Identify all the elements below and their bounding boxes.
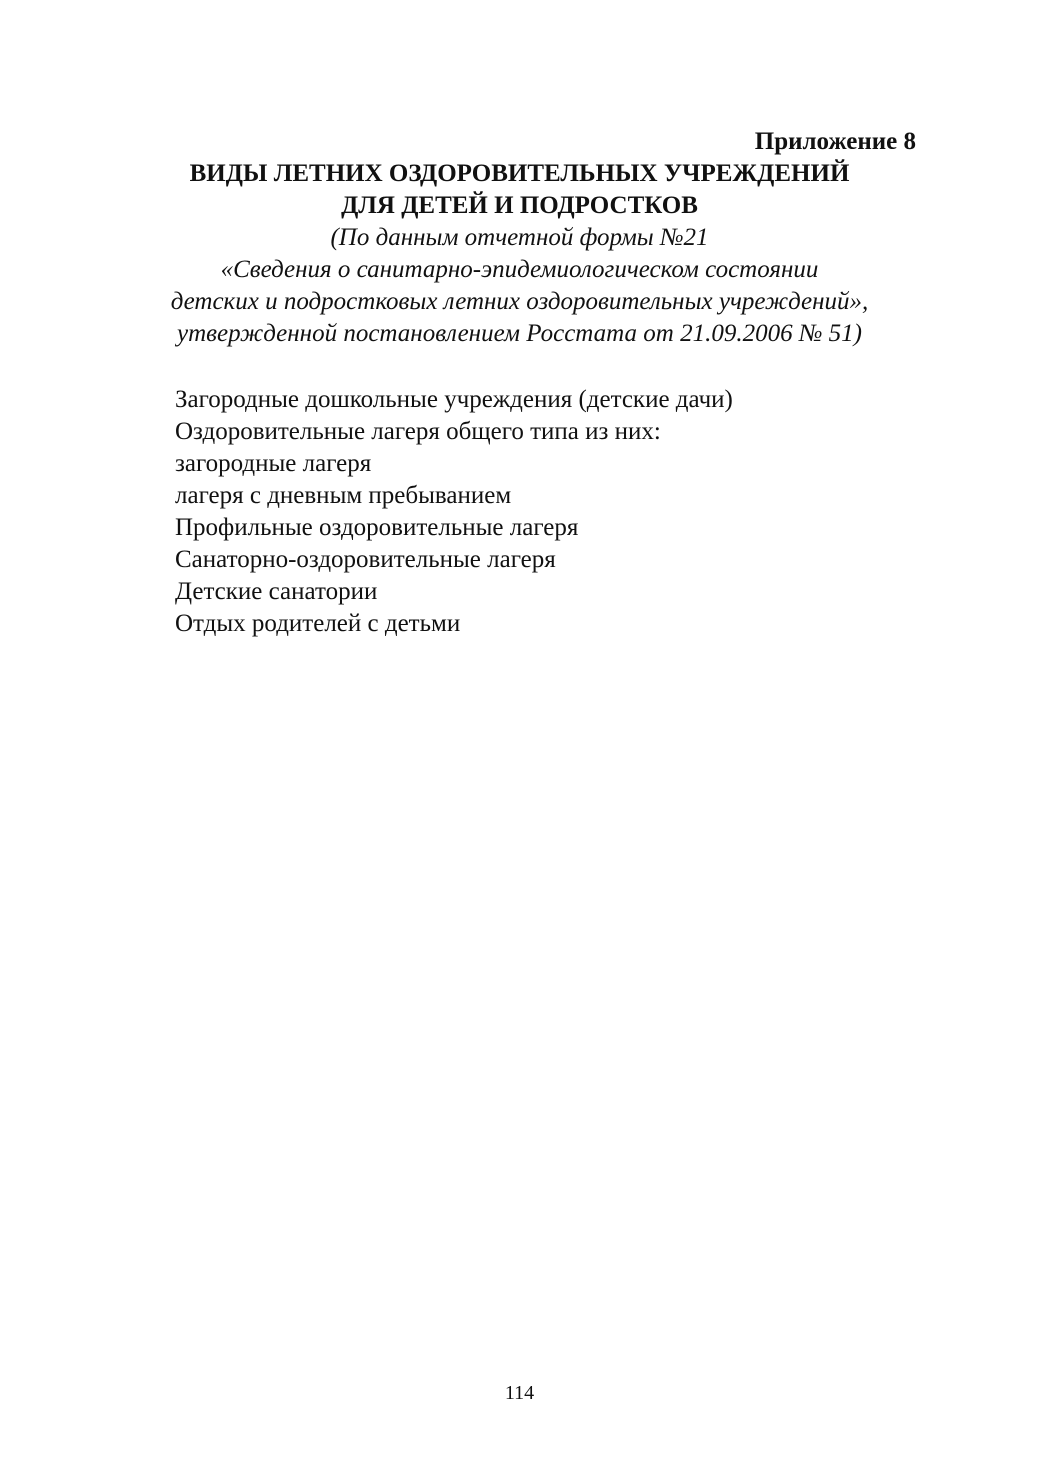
title-block [0,158,1039,350]
list-item: Санаторно-оздоровительные лагеря [175,546,556,573]
title-line-2: ДЛЯ ДЕТЕЙ И ПОДРОСТКОВ [341,192,698,219]
appendix-label: Приложение 8 [754,128,916,155]
institution-types-list [175,384,733,640]
list-item: Детские санатории [175,578,378,605]
subtitle-line-1: (По данным отчетной формы №21 [330,224,709,251]
list-item: Оздоровительные лагеря общего типа из них: [175,418,661,445]
list-item: Загородные дошкольные учреждения (детские дачи) [175,386,733,413]
list-item: Отдых родителей с детьми [175,610,461,637]
subtitle-line-3: детских и подростковых летних оздоровительных учреждений», [170,288,869,315]
subtitle-line-2: «Сведения о санитарно-эпидемиологическом состоянии [220,256,819,283]
subtitle-line-4: утвержденной постановлением Росстата от 21.09.2006 № 51) [177,320,862,347]
title-line-1: ВИДЫ ЛЕТНИХ ОЗДОРОВИТЕЛЬНЫХ УЧРЕЖДЕНИЙ [189,160,850,187]
list-item: Профильные оздоровительные лагеря [175,514,579,541]
page-number: 114 [504,1382,535,1404]
list-item: лагеря с дневным пребыванием [175,482,512,509]
list-item: загородные лагеря [175,450,372,477]
